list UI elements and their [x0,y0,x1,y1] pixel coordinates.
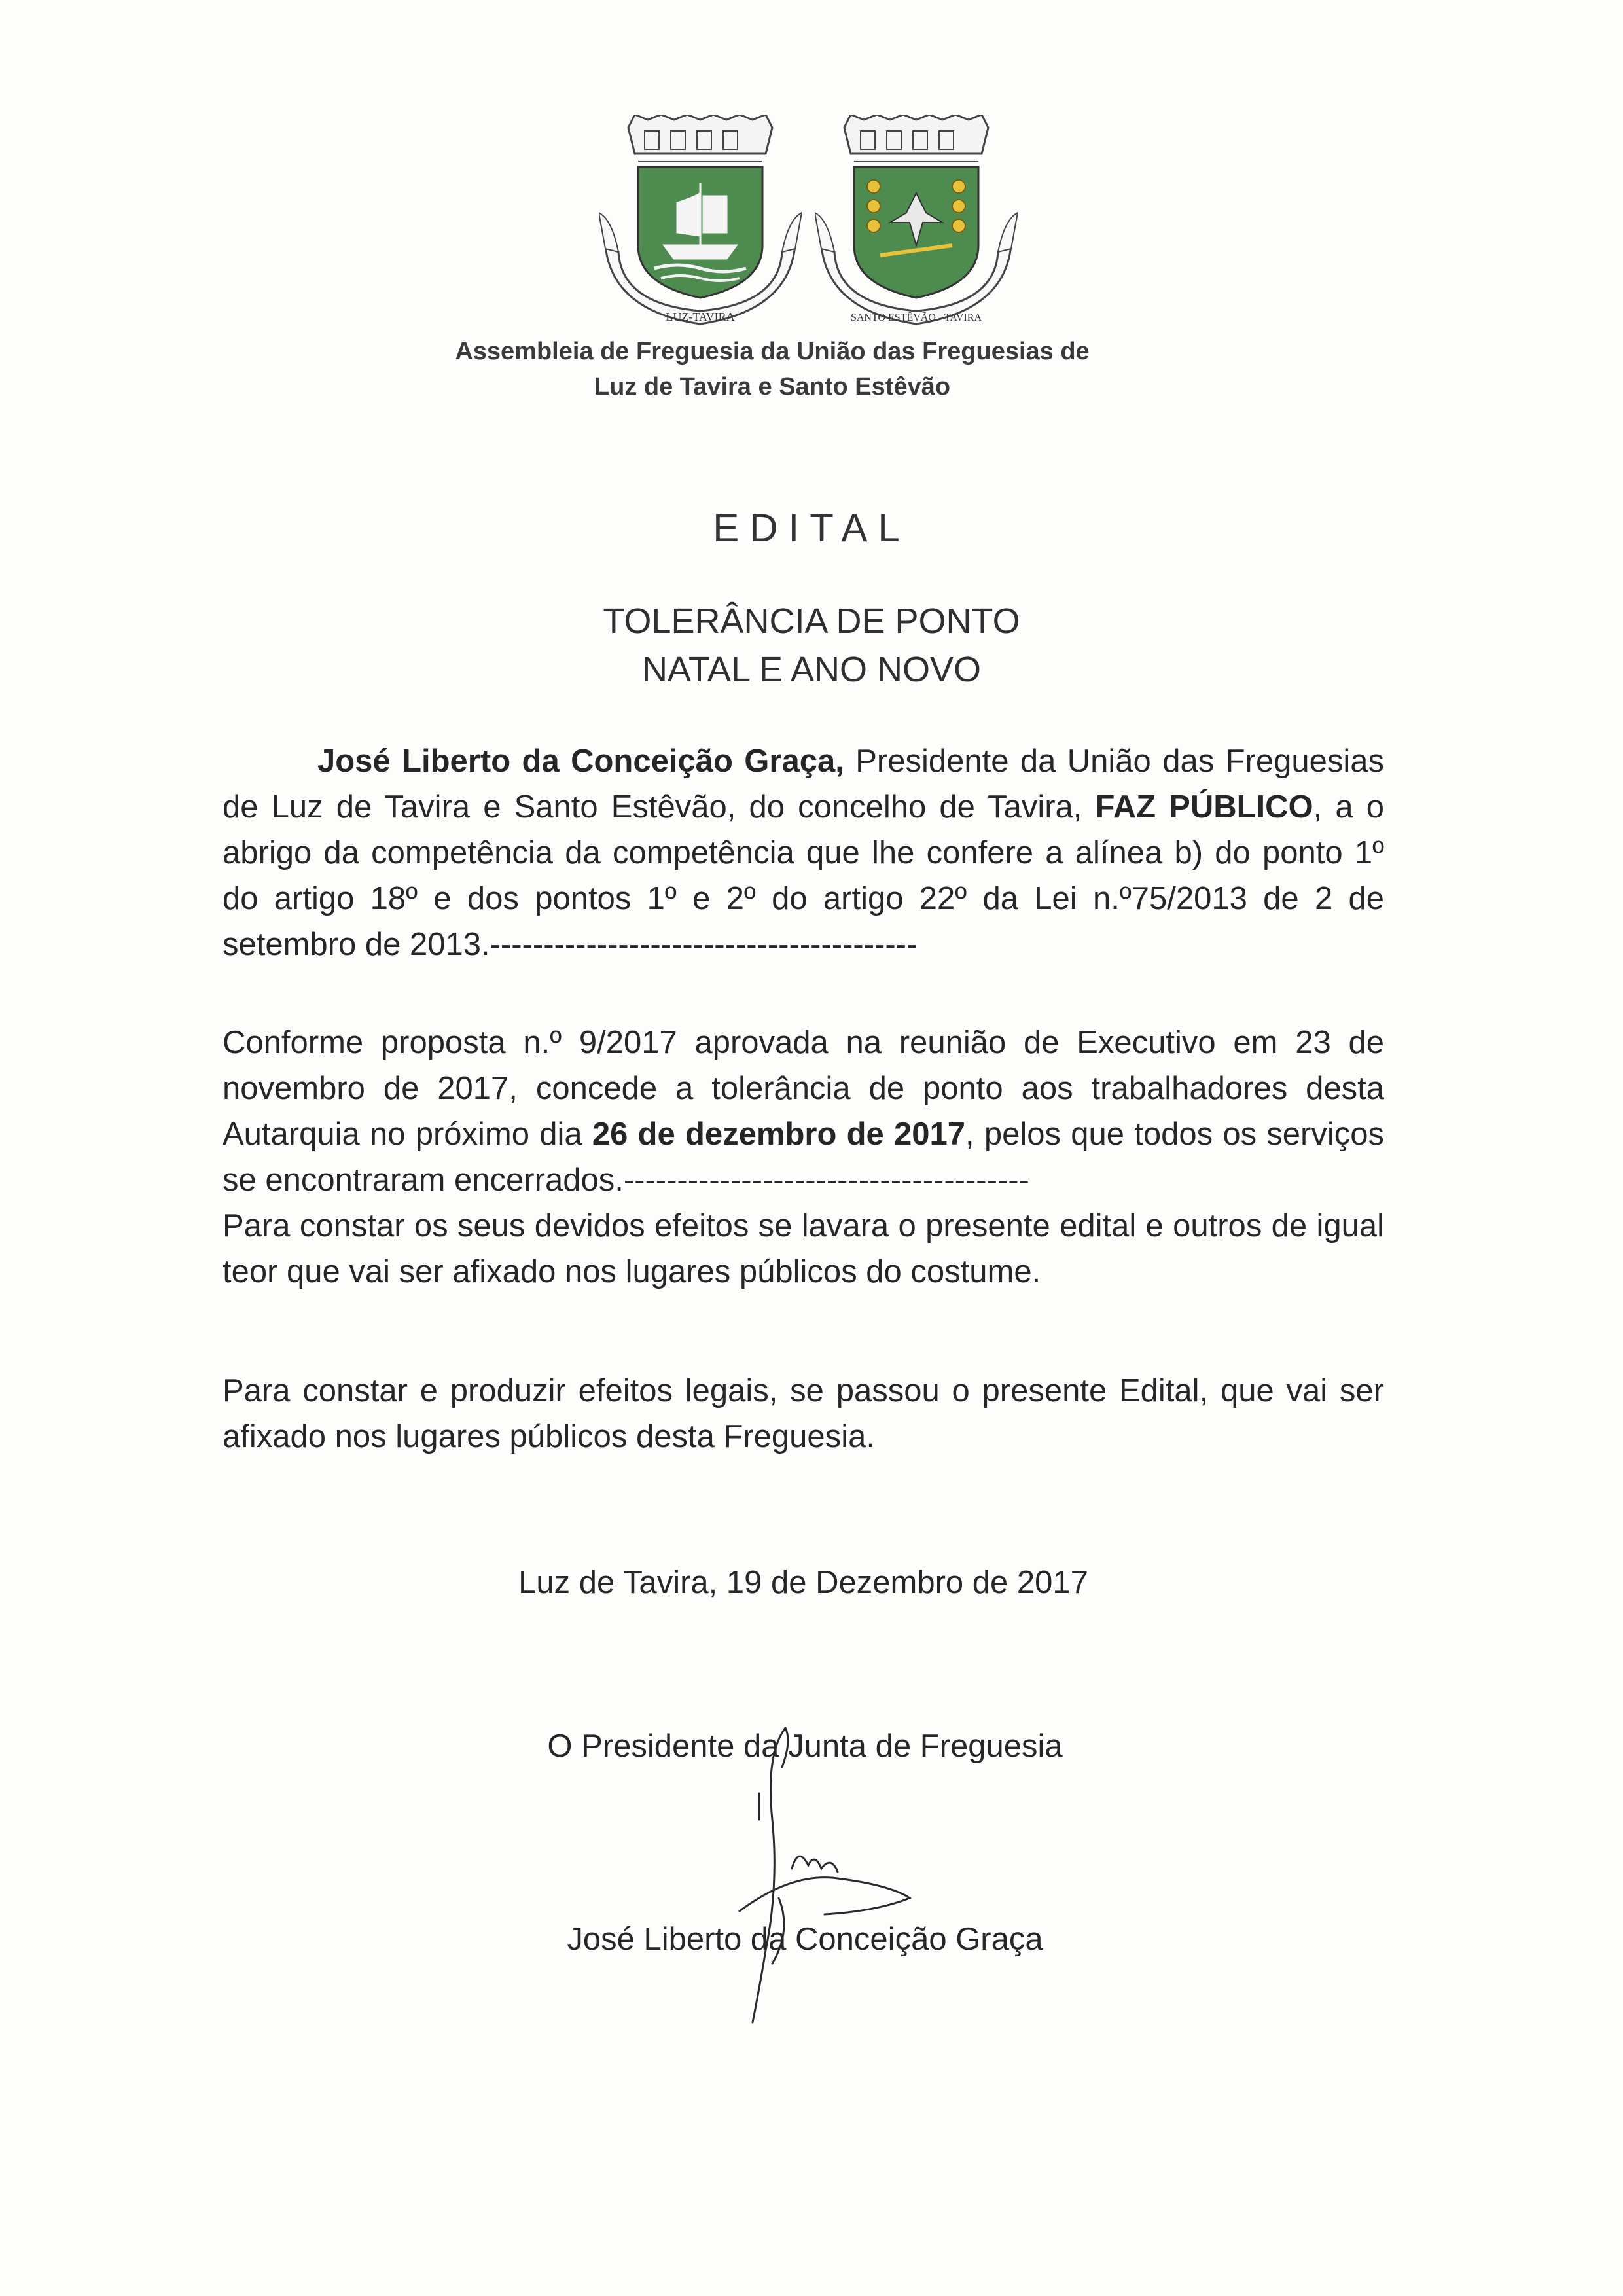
date-line: Luz de Tavira, 19 de Dezembro de 2017 [518,1565,1088,1600]
p1-text-b: , a o abrigo da competência da competência que lhe confere a alínea b) do ponto 1º do artigo 18º e dos pontos 1º e 2º do artigo 22º da Lei n.º75/2013 de 2 de setembro de 2013. [223,789,1384,962]
p2-dashes: -------------------------------------- [623,1162,1029,1198]
crest-santo-estevao-logo [815,115,1018,337]
paragraph-4: Para constar e produzir efeitos legais, se passou o presente Edital, que vai ser afixado nos lugares públicos desta Freguesia. [223,1373,1384,1454]
signatory-role: O Presidente da Junta de Freguesia [547,1729,1063,1764]
document-subtitle [419,597,1204,694]
paragraph-3: Para constar os seus devidos efeitos se lavara o presente edital e outros de igual teor que vai ser afixado nos lugares públicos do costume. [223,1208,1384,1289]
issuer-heading [353,334,1191,404]
p1-text-a: Presidente da União das Freguesias de Luz de Tavira e Santo Estêvão, do concelho de Tavira, [223,744,1384,825]
subtitle-line-2: NATAL E ANO NOVO [641,650,982,689]
p2-emphasis: 26 de dezembro de 2017 [592,1117,966,1152]
p1-emphasis: FAZ PÚBLICO [1095,789,1313,825]
paragraph-2 [223,1020,1384,1203]
signatory-name: José Liberto da Conceição Graça [567,1922,1043,1957]
p1-name: José Liberto da Conceição Graça, [317,744,844,779]
crest-luz-tavira-logo [599,115,802,337]
header-crests [599,115,1018,337]
issuer-line-2: Luz de Tavira e Santo Estêvão [594,373,951,401]
p1-dashes: ---------------------------------------- [490,927,918,962]
issuer-line-1: Assembleia de Freguesia da União das Freguesias de [455,338,1090,365]
handwritten-signature [694,1715,929,2042]
crest-left-motto: LUZ-TAVIRA [666,310,735,323]
paragraph-1 [223,738,1384,967]
document-title: EDITAL [713,506,910,550]
crest-right-motto: SANTO ESTÊVÃO - TAVIRA [850,312,982,323]
p2-text-b: , pelos que todos os serviços se encontraram encerrados. [223,1117,1385,1198]
p2-text-a: Conforme proposta n.º 9/2017 aprovada na reunião de Executivo em 23 de novembro de 2017, concede a tolerância de ponto aos trabalhadores desta Autarquia no próximo dia [223,1025,1384,1152]
subtitle-line-1: TOLERÂNCIA DE PONTO [603,601,1020,641]
